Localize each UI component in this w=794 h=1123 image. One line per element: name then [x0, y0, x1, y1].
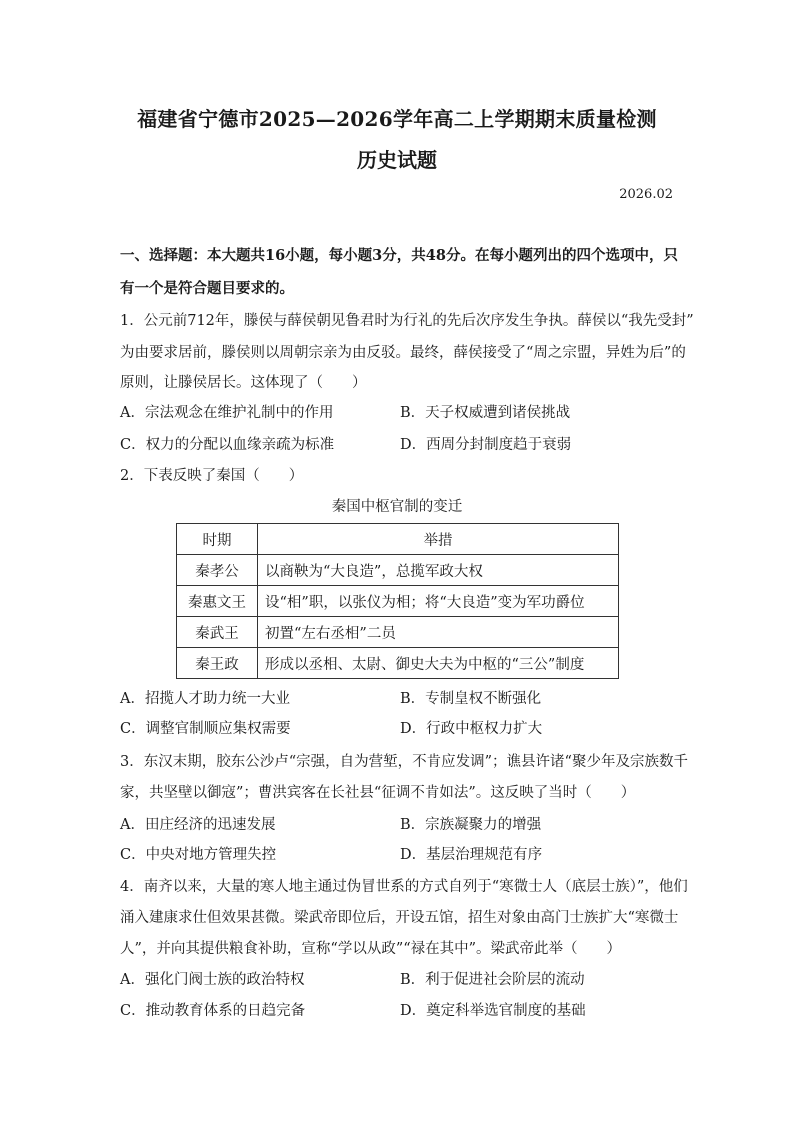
q1-option-b: B．天子权威遭到诸侯挑战 — [400, 405, 571, 421]
exam-date: 2026.02 — [619, 187, 673, 202]
q1-stem-line-2: 为由要求居前，滕侯则以周朝宗亲为由反驳。最终，薛侯接受了“周之宗盟，异姓为后”的 — [120, 345, 686, 361]
table-header-period: 时期 — [177, 524, 258, 555]
table-row — [177, 555, 619, 586]
q3-option-c: C．中央对地方管理失控 — [120, 847, 277, 863]
q3-stem-line-1: 3．东汉末期，胶东公沙卢“宗强，自为营堑，不肯应发调”；谯县许诸“聚少年及宗族数千 — [120, 754, 688, 770]
q1-option-a: A．宗法观念在维护礼制中的作用 — [120, 405, 334, 421]
table-cell-period: 秦王政 — [177, 648, 258, 679]
table-row — [177, 617, 619, 648]
table-cell-period: 秦惠文王 — [177, 586, 258, 617]
q3-option-b: B．宗族凝聚力的增强 — [400, 817, 542, 833]
q2-option-c: C．调整官制顺应集权需要 — [120, 721, 291, 737]
q4-option-b: B．利于促进社会阶层的流动 — [400, 972, 585, 988]
table-cell-measure: 设“相”职，以张仪为相；将“大良造”变为军功爵位 — [258, 586, 619, 617]
q1-option-d: D．西周分封制度趋于衰弱 — [400, 437, 572, 453]
q2-stem: 2．下表反映了秦国（ ） — [120, 468, 304, 484]
table-row — [177, 648, 619, 679]
q3-option-a: A．田庄经济的迅速发展 — [120, 817, 276, 833]
table-header-measure: 举措 — [258, 524, 619, 555]
table-cell-measure: 形成以丞相、太尉、御史大夫为中枢的“三公”制度 — [258, 648, 619, 679]
table-header-row — [177, 524, 619, 555]
q1-stem-line-3: 原则，让滕侯居长。这体现了（ ） — [120, 375, 367, 391]
q4-stem-line-1: 4．南齐以来，大量的寒人地主通过伪冒世系的方式自列于“寒微士人（底层士族）”，他们 — [120, 879, 688, 895]
q4-stem-line-3: 人”，并向其提供粮食补助，宣称“学以从政”“禄在其中”。梁武帝此举（ ） — [120, 941, 622, 957]
q2-table — [176, 523, 619, 679]
q2-table-caption: 秦国中枢官制的变迁 — [331, 499, 463, 515]
q1-option-c: C．权力的分配以血缘亲疏为标准 — [120, 437, 335, 453]
table-cell-measure: 以商鞅为“大良造”，总揽军政大权 — [258, 555, 619, 586]
q1-stem-line-1: 1．公元前712年，滕侯与薛侯朝见鲁君时为行礼的先后次序发生争执。薛侯以“我先受封” — [120, 313, 694, 329]
q3-option-d: D．基层治理规范有序 — [400, 847, 543, 863]
q2-option-b: B．专制皇权不断强化 — [400, 691, 542, 707]
q4-stem-line-2: 涌入建康求仕但效果甚微。梁武帝即位后，开设五馆，招生对象由高门士族扩大“寒微士 — [120, 910, 679, 926]
q4-option-a: A．强化门阀士族的政治特权 — [120, 972, 305, 988]
exam-subtitle: 历史试题 — [357, 148, 437, 172]
table-cell-period: 秦孝公 — [177, 555, 258, 586]
table-cell-period: 秦武王 — [177, 617, 258, 648]
section-instructions-line-1: 一、选择题：本大题共16小题，每小题3分，共48分。在每小题列出的四个选项中，只 — [120, 247, 678, 264]
q3-stem-line-2: 家，共坚壁以御寇”；曹洪宾客在长社县“征调不肯如法”。这反映了当时（ ） — [120, 785, 636, 801]
q4-option-c: C．推动教育体系的日趋完备 — [120, 1003, 306, 1019]
table-cell-measure: 初置“左右丞相”二员 — [258, 617, 619, 648]
q4-option-d: D．奠定科举选官制度的基础 — [400, 1003, 586, 1019]
q2-option-d: D．行政中枢权力扩大 — [400, 721, 543, 737]
table-row — [177, 586, 619, 617]
exam-title: 福建省宁德市2025—2026学年高二上学期期末质量检测 — [137, 107, 657, 131]
section-instructions-line-2: 有一个是符合题目要求的。 — [120, 280, 294, 297]
q2-option-a: A．招揽人才助力统一大业 — [120, 691, 290, 707]
